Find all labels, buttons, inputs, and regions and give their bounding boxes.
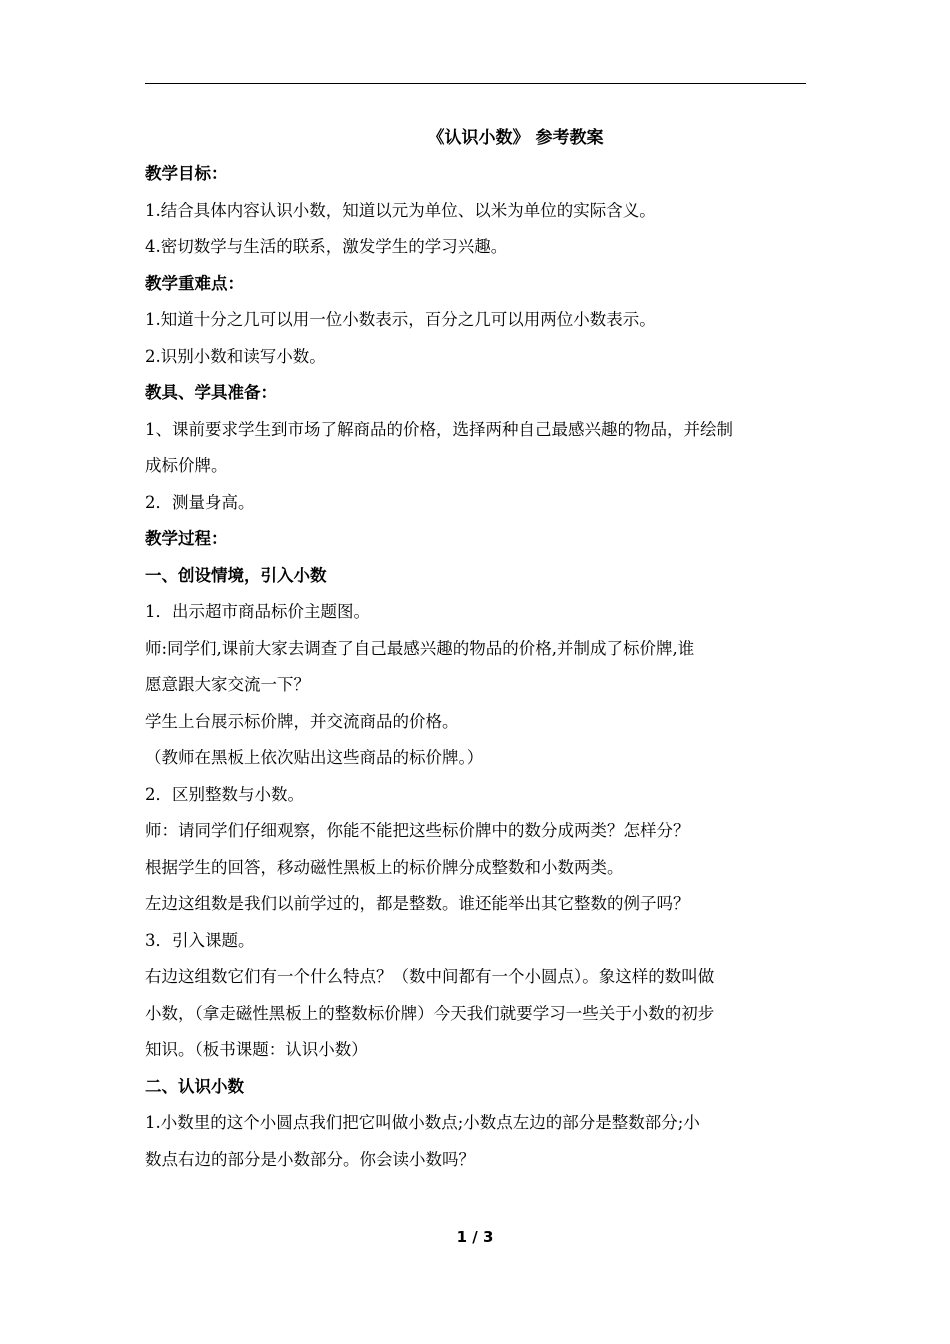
paragraph-line: 师:同学们,课前大家去调查了自己最感兴趣的物品的价格,并制成了标价牌,谁 [145,638,695,658]
paragraph-line: 2．测量身高。 [145,492,255,512]
section-heading: 教学重难点： [145,273,244,293]
section-heading: 教学过程： [145,529,228,548]
document-title: 《认识小数》 参考教案 [427,128,604,148]
document-lines [145,156,806,1178]
paragraph-line: 3．引入课题。 [145,930,255,950]
paragraph-line: 1、课前要求学生到市场了解商品的价格，选择两种自己最感兴趣的物品，并绘制 [145,419,733,439]
paragraph-line: 学生上台展示标价牌，并交流商品的价格。 [145,711,459,731]
section-heading: 二、认识小数 [145,1076,244,1096]
paragraph-line: 2.识别小数和读写小数。 [145,346,326,366]
document-body [145,120,806,1178]
section-heading: 教学目标： [145,164,228,183]
section-heading: 一、创设情境，引入小数 [145,565,327,585]
paragraph-line: （教师在黑板上依次贴出这些商品的标价牌。） [145,748,484,767]
paragraph-line: 成标价牌。 [145,456,228,475]
paragraph-line: 数点右边的部分是小数部分。你会读小数吗？ [145,1149,475,1169]
paragraph-line: 右边这组数它们有一个什么特点？（数中间都有一个小圆点）。象这样的数叫做 [145,967,715,986]
paragraph-line: 知识。（板书课题：认识小数） [145,1040,368,1059]
paragraph-line: 1.结合具体内容认识小数，知道以元为单位、以米为单位的实际含义。 [145,200,656,220]
paragraph-line: 4.密切数学与生活的联系，激发学生的学习兴趣。 [145,237,508,256]
paragraph-line: 2．区别整数与小数。 [145,784,304,804]
paragraph-line: 左边这组数是我们以前学过的，都是整数。谁还能举出其它整数的例子吗？ [145,894,690,913]
paragraph-line: 1．出示超市商品标价主题图。 [145,602,370,621]
page-number: 1 / 3 [456,1228,494,1246]
paragraph-line: 小数，（拿走磁性黑板上的整数标价牌）今天我们就要学习一些关于小数的初步 [145,1003,715,1023]
paragraph-line: 师：请同学们仔细观察，你能不能把这些标价牌中的数分成两类？怎样分？ [145,821,690,840]
paragraph-line: 1.小数里的这个小圆点我们把它叫做小数点;小数点左边的部分是整数部分;小 [145,1113,700,1132]
section-heading: 教具、学具准备： [145,383,277,402]
paragraph-line: 1.知道十分之几可以用一位小数表示，百分之几可以用两位小数表示。 [145,310,656,329]
paragraph-line: 根据学生的回答，移动磁性黑板上的标价牌分成整数和小数两类。 [145,857,624,877]
header-rule [145,83,806,84]
paragraph-line: 愿意跟大家交流一下？ [145,675,310,694]
